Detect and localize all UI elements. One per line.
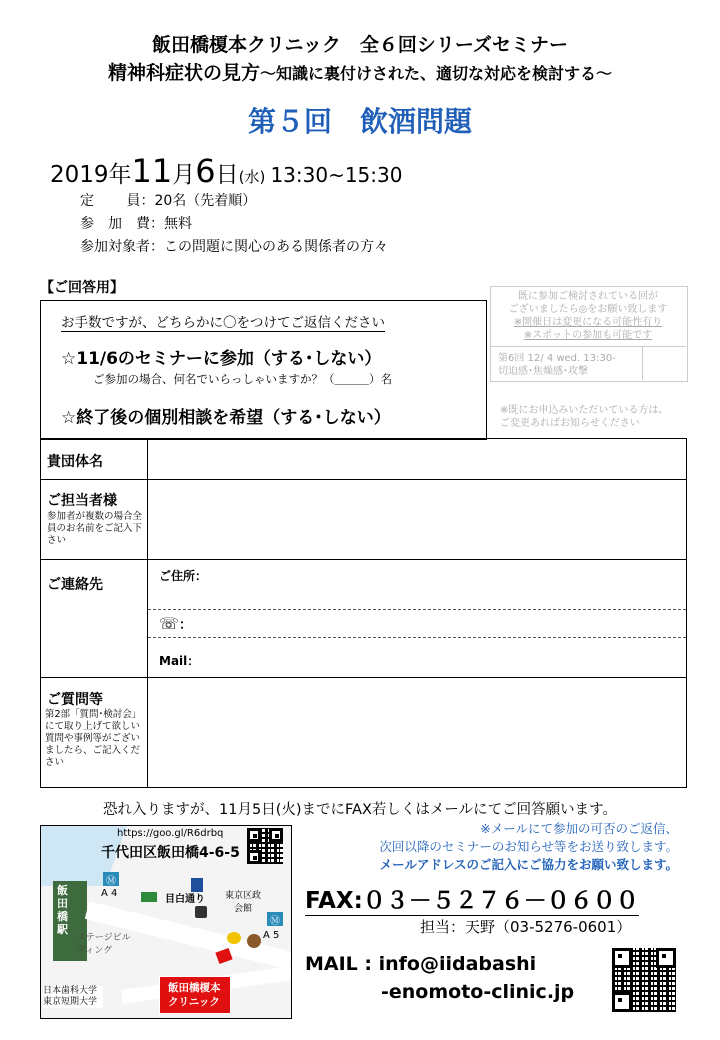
email-note-2: 次回以降のセミナーのお知らせ等をお送り致します。 bbox=[379, 839, 678, 854]
phone-label bbox=[159, 614, 192, 633]
university-1: 日本歯科大学 bbox=[43, 986, 98, 996]
cafe-icon bbox=[247, 934, 261, 948]
side-note-4: ※スポットの参加も可能です bbox=[523, 330, 653, 341]
phone-field[interactable] bbox=[189, 611, 683, 635]
reply-label: 【ご回答用】 bbox=[40, 280, 124, 296]
person-field[interactable] bbox=[149, 481, 683, 557]
fax-number: FAX:０３－５２７６－０６００ bbox=[305, 882, 639, 916]
target-audience: 参加対象者：この問題に関心のある関係者の方々 bbox=[80, 239, 388, 255]
mail-field[interactable] bbox=[201, 639, 683, 675]
exit-a4: A 4 bbox=[101, 888, 118, 899]
seminar-theme bbox=[0, 58, 720, 85]
university-2: 東京短期大学 bbox=[43, 997, 98, 1007]
side-note-6: ご変更あればお知らせください bbox=[500, 418, 640, 429]
session6-topic: 切迫感･焦燥感･攻撃 bbox=[498, 366, 588, 377]
map-url: https://goo.gl/R6drbq bbox=[117, 828, 224, 839]
side-note-1: 既に参加ご検討されている回が bbox=[518, 291, 658, 302]
date-month-unit: 月 bbox=[172, 162, 196, 188]
contact-person: 担当：天野（03-5276-0601） bbox=[420, 918, 632, 936]
question-attend: ☆11/6のセミナーに参加（する･しない） bbox=[61, 349, 382, 369]
university-label bbox=[43, 986, 103, 1008]
building-label: ステージビルディング bbox=[77, 933, 131, 956]
email-note-3: メールアドレスのご記入にご協力をお願い致します。 bbox=[379, 857, 678, 872]
person-sub-label: 参加者が複数の場合全員のお名前をご記入下さい bbox=[47, 511, 143, 546]
side-note-5: ※既にお申込みいただいている方は、 bbox=[500, 405, 669, 416]
side-note-3: ※開催日は変更になる可能性有り bbox=[513, 317, 663, 328]
mail-line-2: -enomoto-clinic.jp bbox=[381, 981, 575, 1003]
clinic-label-2: クリニック bbox=[168, 996, 220, 1008]
clinic-label-1: 飯田橋榎本 bbox=[168, 982, 221, 994]
event-date bbox=[50, 152, 402, 190]
email-note-1: ※メールにて参加の可否のご返信、 bbox=[480, 821, 678, 836]
date-month: 11 bbox=[131, 152, 173, 190]
date-day: 6 bbox=[195, 152, 216, 190]
theme-subtitle: 〜知識に裏付けされた、適切な対応を検討する〜 bbox=[260, 64, 613, 83]
deadline-notice: 恐れ入りますが、11月5日(火)までにFAX若しくはメールにてご回答願います。 bbox=[103, 802, 617, 818]
attendee-count: ご参加の場合、何名でいらっしゃいますか？（＿＿＿）名 bbox=[93, 372, 392, 386]
office-label: 東京区政会館 bbox=[224, 891, 261, 914]
address-field[interactable] bbox=[149, 561, 683, 607]
mail-line-1: MAIL : info@iidabashi bbox=[305, 953, 537, 975]
reply-instruction: お手数ですが、どちらかに〇をつけてご返信ください bbox=[61, 311, 385, 332]
theme-main: 精神科症状の見方 bbox=[107, 62, 260, 84]
road-label: 目白通り bbox=[165, 894, 205, 905]
exit-a5: A 5 bbox=[263, 930, 280, 941]
date-year: 2019年 bbox=[50, 162, 132, 188]
side-notes bbox=[490, 286, 688, 434]
access-map bbox=[40, 825, 292, 1019]
contact-label: ご連絡先 bbox=[47, 577, 103, 593]
fee: 参 加 費：無料 bbox=[80, 216, 192, 232]
question-consultation: ☆終了後の個別相談を希望（する･しない） bbox=[61, 408, 391, 428]
date-weekday: (水) bbox=[238, 168, 266, 186]
org-field[interactable] bbox=[149, 441, 683, 477]
metro-icon-2: Ⓜ bbox=[267, 912, 283, 926]
phone-colon: ： bbox=[179, 618, 193, 633]
event-time: 13:30~15:30 bbox=[270, 163, 403, 187]
mail-qr-code-icon bbox=[612, 948, 676, 1012]
shop-icon-2 bbox=[227, 932, 241, 944]
capacity: 定 員：20名（先着順） bbox=[80, 193, 257, 209]
side-note-2: ございましたら◎をお願い致します bbox=[508, 304, 668, 315]
question-sub-label: 第2部「質問･検討会」にて取り上げて欲しい質問や事例等がございましたら、ご記入ください bbox=[45, 709, 142, 768]
map-qr-code-icon bbox=[247, 828, 283, 864]
station-label: 飯田橋駅 bbox=[57, 884, 68, 936]
person-label: ご担当者様 bbox=[47, 493, 117, 509]
map-address: 千代田区飯田橋4-6-5 bbox=[101, 845, 240, 861]
question-field[interactable] bbox=[149, 679, 683, 785]
event-info bbox=[80, 190, 388, 259]
mail-label: Mail： bbox=[159, 654, 200, 668]
seminar-series-title: 飯田橋榎本クリニック 全６回シリーズセミナー bbox=[152, 34, 568, 56]
registration-form bbox=[40, 438, 687, 788]
email-notes bbox=[300, 820, 678, 874]
shop-icon bbox=[195, 906, 207, 918]
store-icon bbox=[141, 892, 157, 902]
mail-address[interactable] bbox=[305, 950, 574, 1006]
org-label: 貴団体名 bbox=[47, 454, 103, 470]
session-title: 第５回 飲酒問題 bbox=[247, 105, 472, 138]
session6-date: 第6回 12/ 4 wed. 13:30- bbox=[498, 353, 616, 364]
date-day-unit: 日 bbox=[215, 162, 239, 188]
metro-icon: Ⓜ bbox=[103, 872, 119, 886]
reply-box bbox=[40, 300, 487, 440]
clinic-label bbox=[159, 976, 231, 1014]
question-label: ご質問等 bbox=[47, 692, 103, 708]
address-label: ご住所： bbox=[159, 569, 208, 583]
phone-icon: ☏ bbox=[159, 614, 180, 633]
